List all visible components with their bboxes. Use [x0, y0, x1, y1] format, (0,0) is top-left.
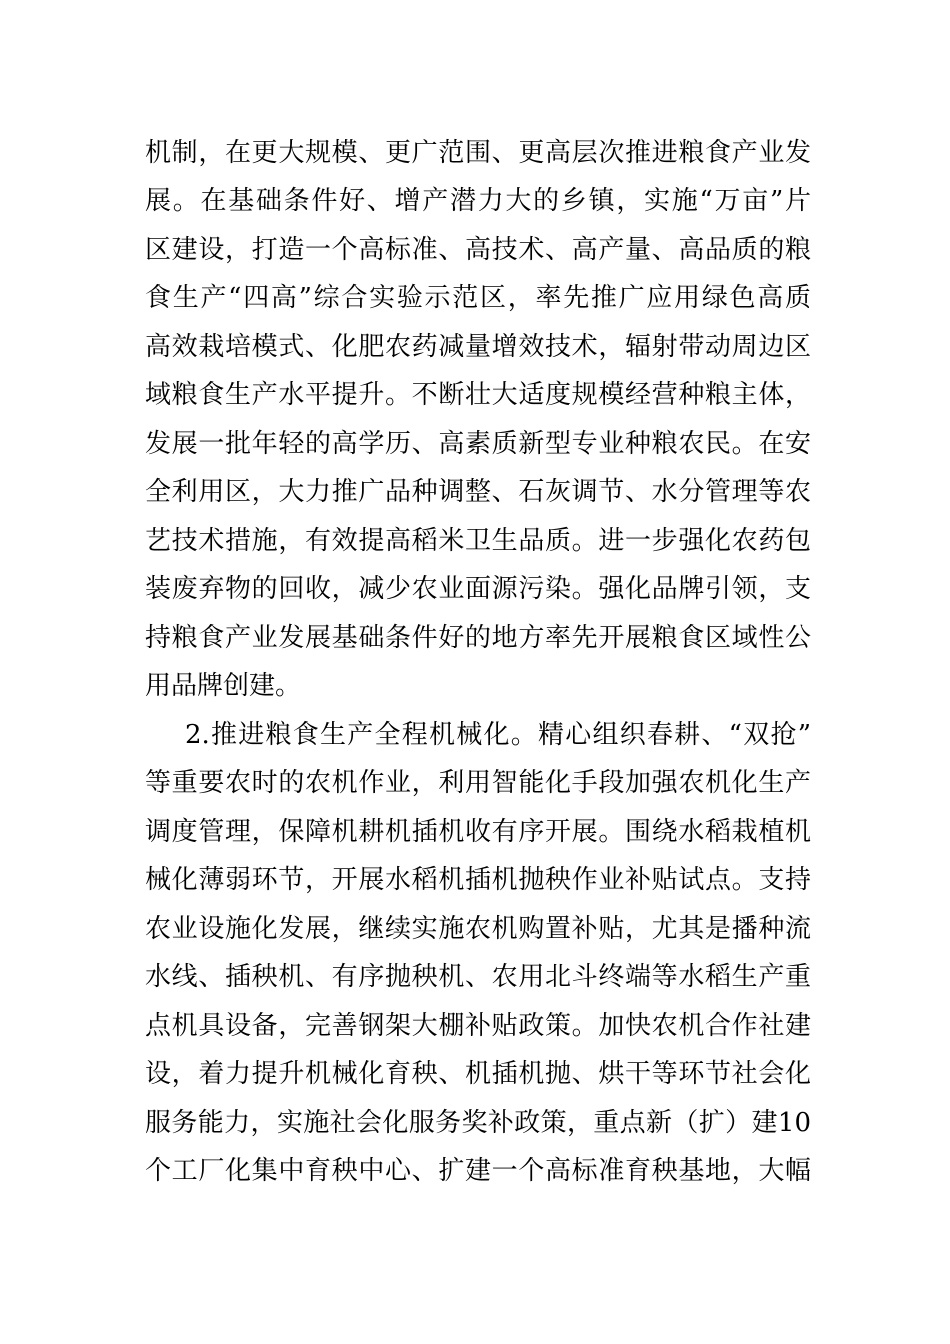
- text-line: 机制，在更大规模、更广范围、更高层次推进粮食产业发: [145, 138, 811, 168]
- section-heading-line: 2.推进粮食生产全程机械化。精心组织春耕、“双抢”: [185, 720, 811, 750]
- text-line: 持粮食产业发展基础条件好的地方率先开展粮食区域性公: [145, 623, 811, 653]
- text-line: 用品牌创建。: [145, 671, 302, 701]
- text-line: 装废弃物的回收，减少农业面源污染。强化品牌引领，支: [145, 574, 811, 604]
- text-line: 高效栽培模式、化肥农药减量增效技术，辐射带动周边区: [145, 332, 811, 362]
- text-line: 域粮食生产水平提升。不断壮大适度规模经营种粮主体，: [145, 380, 811, 410]
- text-line: 水线、插秧机、有序抛秧机、农用北斗终端等水稻生产重: [145, 962, 811, 992]
- text-line: 展。在基础条件好、增产潜力大的乡镇，实施“万亩”片: [145, 186, 811, 216]
- text-line: 农业设施化发展，继续实施农机购置补贴，尤其是播种流: [145, 914, 811, 944]
- text-line: 等重要农时的农机作业，利用智能化手段加强农机化生产: [145, 768, 811, 798]
- text-line: 械化薄弱环节，开展水稻机插机抛秧作业补贴试点。支持: [145, 865, 811, 895]
- text-line: 全利用区，大力推广品种调整、石灰调节、水分管理等农: [145, 477, 811, 507]
- text-line: 服务能力，实施社会化服务奖补政策，重点新（扩）建10: [145, 1108, 811, 1138]
- text-line: 发展一批年轻的高学历、高素质新型专业种粮农民。在安: [145, 429, 811, 459]
- text-line: 食生产“四高”综合实验示范区，率先推广应用绿色高质: [145, 283, 811, 313]
- text-line: 个工厂化集中育秧中心、扩建一个高标准育秧基地，大幅: [145, 1156, 811, 1186]
- text-line: 艺技术措施，有效提高稻米卫生品质。进一步强化农药包: [145, 526, 811, 556]
- text-line: 点机具设备，完善钢架大棚补贴政策。加快农机合作社建: [145, 1011, 811, 1041]
- text-line: 调度管理，保障机耕机插机收有序开展。围绕水稻栽植机: [145, 817, 811, 847]
- text-line: 区建设，打造一个高标准、高技术、高产量、高品质的粮: [145, 235, 811, 265]
- text-line: 设，着力提升机械化育秧、机插机抛、烘干等环节社会化: [145, 1059, 811, 1089]
